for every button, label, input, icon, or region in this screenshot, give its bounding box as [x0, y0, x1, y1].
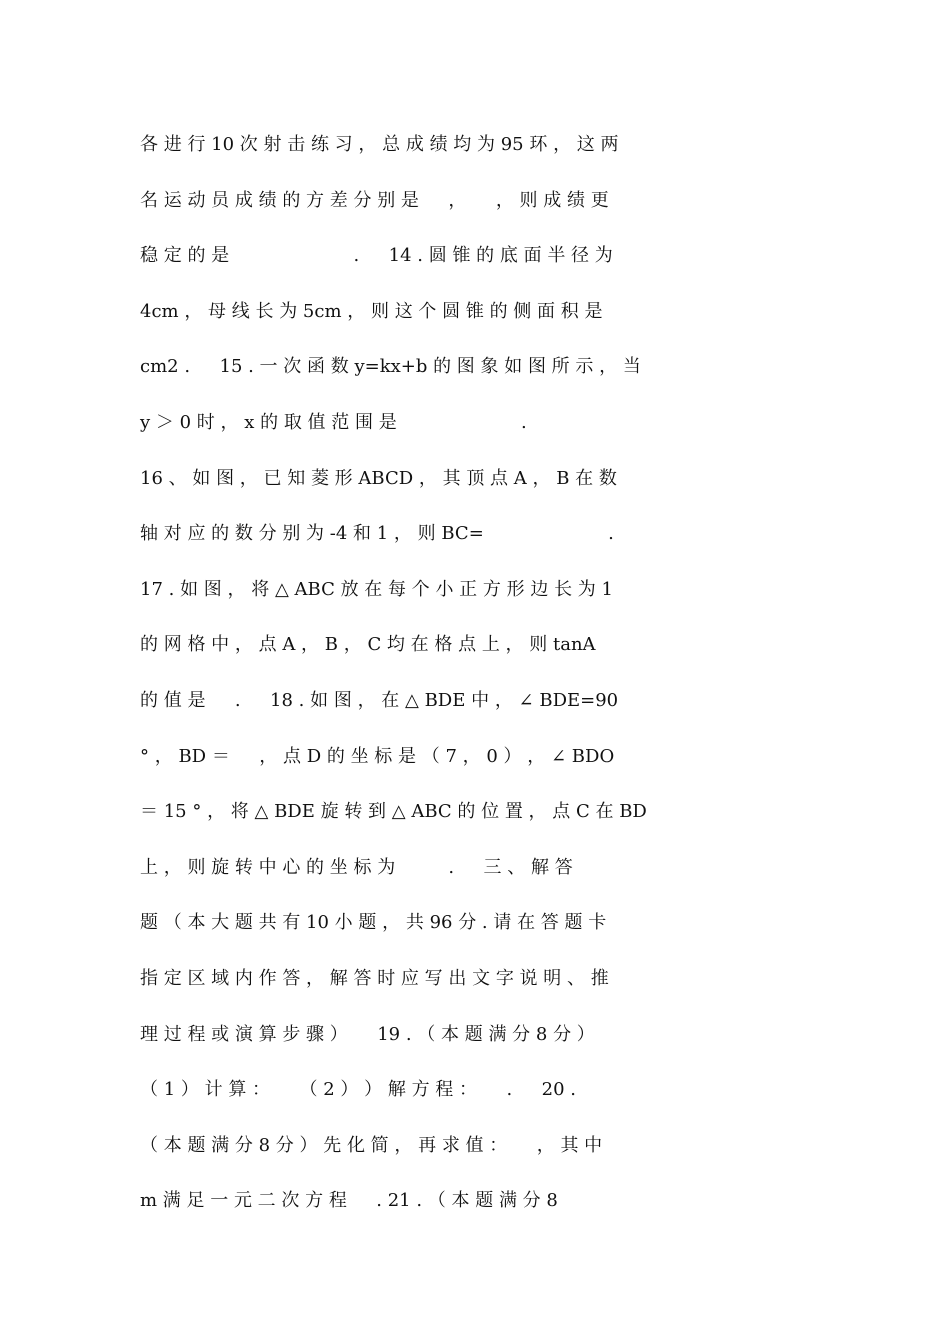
text-line-6: y ＞ 0 时 ， x 的 取 值 范 围 是 .	[140, 412, 527, 433]
text-line-17: 理 过 程 或 演 算 步 骤 ） 19 . （ 本 题 满 分 8 分 ）	[140, 1024, 595, 1045]
text-line-2: 名 运 动 员 成 绩 的 方 差 分 别 是 ， ， 则 成 绩 更	[140, 190, 609, 211]
text-line-12: ° ， BD ＝ ， 点 D 的 坐 标 是 （ 7 ， 0 ） ， ∠ BDO	[140, 746, 615, 767]
text-line-15: 题 （ 本 大 题 共 有 10 小 题 ， 共 96 分 . 请 在 答 题 卡	[140, 912, 607, 933]
text-line-5: cm2 . 15 . 一 次 函 数 y=kx+b 的 图 象 如 图 所 示 ， 当	[140, 356, 641, 377]
text-line-13: ＝ 15 ° ， 将 △ BDE 旋 转 到 △ ABC 的 位 置 ， 点 C 在 BD	[140, 801, 647, 822]
text-line-14: 上 ， 则 旋 转 中 心 的 坐 标 为 . 三 、 解 答	[140, 857, 573, 878]
text-line-10: 的 网 格 中 ， 点 A ， B ， C 均 在 格 点 上 ， 则 tanA	[140, 634, 596, 655]
text-line-9: 17 . 如 图 ， 将 △ ABC 放 在 每 个 小 正 方 形 边 长 为 1	[140, 579, 613, 600]
text-line-7: 16 、 如 图 ， 已 知 菱 形 ABCD ， 其 顶 点 A ， B 在 数	[140, 468, 617, 489]
text-line-19: （ 本 题 满 分 8 分 ） 先 化 简 ， 再 求 值 ： ， 其 中	[140, 1135, 603, 1156]
text-line-8: 轴 对 应 的 数 分 别 为 -4 和 1 ， 则 BC= .	[140, 523, 614, 544]
text-line-1: 各 进 行 10 次 射 击 练 习 ， 总 成 绩 均 为 95 环 ， 这 两	[140, 134, 619, 155]
text-line-3: 稳 定 的 是 . 14 . 圆 锥 的 底 面 半 径 为	[140, 245, 613, 266]
text-line-18: （ 1 ） 计 算 ： （ 2 ） ） 解 方 程 ： . 20 .	[140, 1079, 576, 1100]
text-line-11: 的 值 是 . 18 . 如 图 ， 在 △ BDE 中 ， ∠ BDE=90	[140, 690, 619, 711]
text-line-20: m 满 足 一 元 二 次 方 程 . 21 . （ 本 题 满 分 8	[140, 1190, 558, 1211]
text-line-4: 4cm ， 母 线 长 为 5cm ， 则 这 个 圆 锥 的 侧 面 积 是	[140, 301, 603, 322]
text-line-16: 指 定 区 域 内 作 答 ， 解 答 时 应 写 出 文 字 说 明 、 推	[140, 968, 609, 989]
